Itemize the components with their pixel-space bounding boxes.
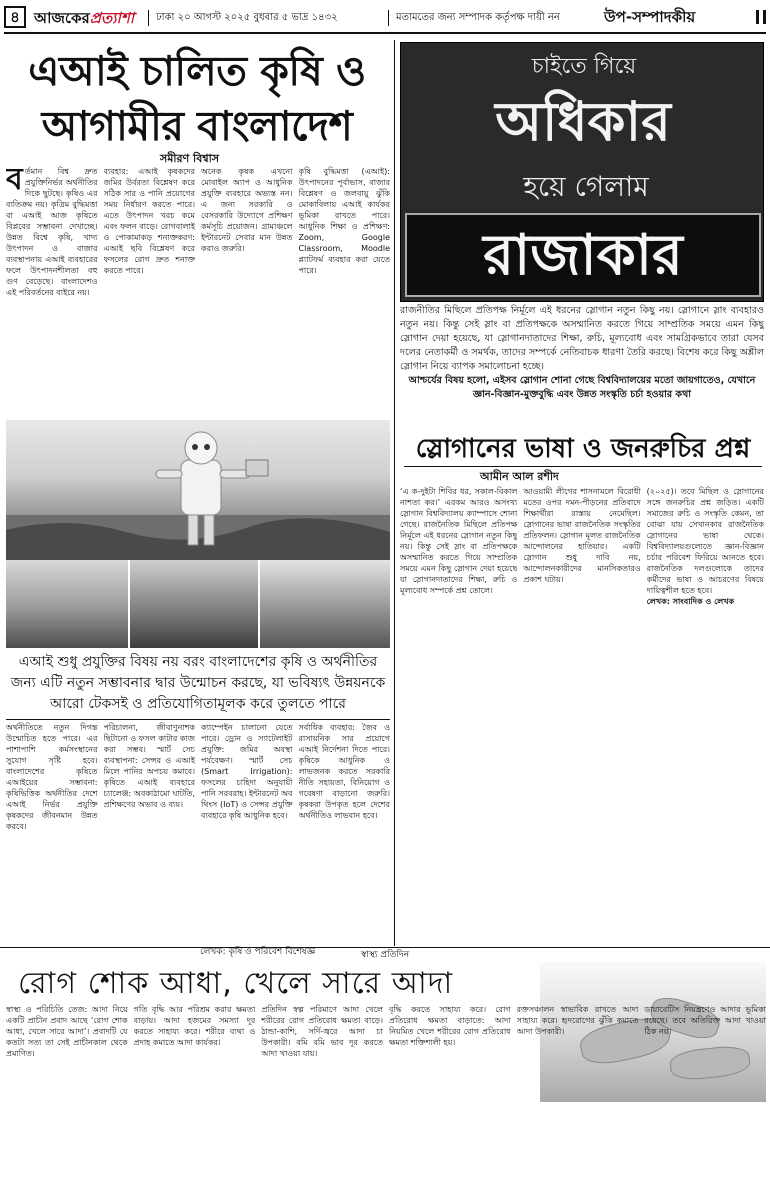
paper-name-plain: আজকের <box>34 9 90 27</box>
second-column <box>647 486 764 948</box>
section-name: উপ-সম্পাদকীয় <box>604 8 696 26</box>
header-divider <box>388 10 389 26</box>
lead-column: ব্যবহার: এআই কৃষকদের জমির উর্বরতা বিশ্লেষণ করে সঠিক সার ও পানি প্রয়োগের সময় নির্ধারণ করতে পারে। এতে উৎপাদন খরচ কমে এবং ফলন বাড়ে। রোগবালাই ও পোকামাকড় শনাক্তকরণ: এআই ছবি বিশ্লেষণ করে ফসলের রোগ দ্রুত শনাক্ত করতে পারে। <box>103 167 195 275</box>
lead-body-top <box>6 166 390 416</box>
lead-column <box>6 166 98 416</box>
health-body <box>6 1004 766 1190</box>
lead-column: সর্বাধিক ব্যবহার: জৈব ও রাসায়নিক সার প্রয়োগে এআই নির্দেশনা দিতে পারে। কৃষিকে আধুনিক ও লাভজনক করতে সরকারি নীতি সহায়তা, বিনিয়োগ ও গবেষণা বাড়ানো জরুরি। কৃষকরা উপকৃত হলে দেশের অর্থনীতিও লাভবান হবে। <box>298 723 390 820</box>
paper-name-accent: প্রত্যাশা <box>89 9 135 27</box>
sign-text-big: অধিকার <box>495 90 671 153</box>
lead-column: ক্যাম্পেইন চালানো যেতে পারে। ড্রোন ও স্যাটেলাইট প্রযুক্তি: জমির অবস্থা পর্যবেক্ষণ। স্মার্ট সেচ (Smart Irrigation): ফসলের চাহিদা অনুযায়ী পানি সরবরাহ। ইন্টারনেট অব থিংস (IoT) ও সেন্সর প্রযুক্তি ব্যবহারে কৃষি আধুনিক হবে। <box>201 723 293 820</box>
lead-headline: এআই চালিত কৃষি ও আগামীর বাংলাদেশ <box>28 47 366 150</box>
column-divider <box>394 40 395 946</box>
photo-caption-text: রাজনীতির মিছিলে প্রতিপক্ষ নির্মূলে এই ধরনের স্লোগান নতুন কিছু নয়। স্লোগানে স্লাং ব্যবহারও নতুন নয়। কিন্তু সেই স্লাং বা প্রতিপক্ষকে অসম্মানিত করতে গিয়ে সাম্প্রতিক সময়ে এমন কিছু স্লোগান দেয়া হয়েছে, যা স্লোগানদাতাদের শিক্ষা, রুচি, মূল্যবোধ এবং সামগ্রিকভাবে তারা যেসব দলের নেতাকর্মী ও সমর্থক, তাদের সম্পর্কে নেতিবাচক ধারণা তৈরি করছে। বিশেষ করে কিছু অশ্লীল স্লোগান নিয়ে ব্যাপক সমালোচনা হচ্ছে। <box>400 305 764 372</box>
section-flag-icon <box>756 10 766 24</box>
lead-column: কৃষি বুদ্ধিমত্তা (এআই): উৎপাদনের পূর্বাভাস, বাজার বিশ্লেষণ ও জলবায়ু ঝুঁকি মোকাবিলায় এআই কার্যকর ভূমিকা রাখতে পারে। আধুনিক শিক্ষা ও প্রশিক্ষণ: Zoom, Google Classroom, Moodle প্ল্যাটফর্ম ব্যবহার করা যেতে পারে। <box>298 167 390 275</box>
health-column: স্বাস্থ্য ও পরিচিতি তেজ: আদা নিয়ে একটি প্রাচীন প্রবাদ আছে ‘রোগ শোক আধা, খেলে সারে আদা’। প্রবাদটি যে কতটা সত্য তা সেই প্রাচীনকাল থেকে প্রমাণিত। <box>6 1005 128 1058</box>
greenhouse-photo <box>6 560 130 648</box>
health-column: গতি বৃদ্ধি আর পরিশ্রম করার ক্ষমতা বাড়ায়। আদা হজমের সমস্যা দূর করতে সাহায্য করে। শরীরে ব্যথা ও প্রদাহ কমাতে আদা কার্যকর। <box>133 1005 256 1047</box>
robot-farm-photo <box>6 420 390 560</box>
lead-column: অর্থনীতিতে নতুন দিগন্ত উন্মোচিত হতে পারে। এর পাশাপাশি কর্মসংস্থানের সুযোগ সৃষ্টি হবে। বাংলাদেশের কৃষিতে এআইয়ের সম্ভাবনা: কৃষিভিত্তিক অর্থনীতির দেশে এআই নির্ভর প্রযুক্তি কৃষকদের জীবনমান উন্নত করবে। <box>6 723 98 831</box>
second-byline: আমীন আল রশীদ <box>480 470 559 483</box>
sign-text-mid: হয়ে গেলাম <box>523 170 649 203</box>
health-column: বৃদ্ধি করতে সাহায্য করে। রোগ প্রতিরোধ ক্ষমতা বাড়াতে: আদা নিয়মিত খেলে শরীরের রোগ প্রতিরোধ ক্ষমতা শক্তিশালী হয়। <box>388 1005 511 1047</box>
robot-illustration <box>6 420 390 560</box>
lead-byline: সমীরণ বিশ্বাস <box>160 152 220 165</box>
sign-text-bottom: রাজাকার <box>405 213 761 297</box>
paper-name <box>34 7 134 32</box>
second-column: আওয়ামী লীগের শাসনামলে বিরোধী মতের ওপর দমন-পীড়নের প্রতিবাদে শিক্ষার্থীরা রাস্তায় নেমেছিল। স্লোগানের ভাষা রাজনৈতিক সংস্কৃতির প্রতিফলন। স্লোগান মূলত রাজনৈতিক আন্দোলনের হাতিয়ার। একটি স্লোগান শুধু দাবি নয়, আন্দোলনকারীদের মানসিকতারও প্রকাশ ঘটায়। <box>523 487 641 584</box>
lead-column: অনেক কৃষক এখনো মোবাইল অ্যাপ ও আধুনিক প্রযুক্তি ব্যবহারে অভ্যস্ত নন। এ জন্য সরকারি ও বেসরকারি উদ্যোগে প্রশিক্ষণ কর্মসূচি প্রয়োজন। গ্রামাঞ্চলে ইন্টারনেট সেবার মান উন্নত করাও জরুরি। <box>201 167 293 253</box>
health-headline: রোগ শোক আধা, খেলে সারে আদা <box>18 966 454 1001</box>
photo-caption-emphasis: আশ্চর্যের বিষয় হলো, এইসব স্লোগান শোনা গেছে বিশ্ববিদ্যালয়ের মতো জায়গাতেও, যেখানে জ্ঞান-বিজ্ঞান-মুক্তবুদ্ধি এবং উন্নত সংস্কৃতি চর্চা হওয়ার কথা <box>408 375 756 400</box>
pull-quote: এআই শুধু প্রযুক্তির বিষয় নয় বরং বাংলাদেশের কৃষি ও অর্থনীতির জন্য এটি নতুন সম্ভাবনার দ্বার উন্মোচন করছে, যা ভবিষ্যৎ উন্নয়নকে আরো টেকসই ও প্রতিযোগিতামূলক করে তুলতে পারে <box>6 652 390 720</box>
page-header <box>4 4 766 34</box>
robot-arm-photo <box>130 560 260 648</box>
health-column: প্রতিদিন স্বল্প পরিমাণে আদা খেলে শরীরের রোগ প্রতিরোধ ক্ষমতা বাড়ে। ঠান্ডা-কাশি, সর্দি-জ্বরে আদা চা উপকারী। বমি বমি ভাব দূর করতে আদা খাওয়া যায়। <box>261 1005 383 1058</box>
second-headline: স্লোগানের ভাষা ও জনরুচির প্রশ্ন <box>404 432 762 467</box>
second-body <box>400 486 764 948</box>
page-number: ৪ <box>4 6 26 28</box>
lead-text: র্তমান বিশ্ব দ্রুত প্রযুক্তিনির্ভর অর্থনীতির দিকে ছুটছে। কৃষিও এর ব্যতিক্রম নয়। কৃত্রিম বুদ্ধিমত্তা বা এআই আজ কৃষিতে বিপ্লবের সম্ভাবনা দেখাচ্ছে। উন্নত বিশ্বে কৃষি, খাদ্য উৎপাদন ও বাজার ব্যবস্থাপনায় এআই ব্যবহারের ফলে উৎপাদনশীলতা বহু গুণ বেড়েছে। বাংলাদেশও এই পরিবর্তনের বাইরে নয়। <box>6 167 98 297</box>
photo-caption <box>400 304 764 402</box>
sign-text-top: চাইতে গিয়ে <box>531 54 637 79</box>
health-column: রক্তসঞ্চালন স্বাভাবিক রাখতে আদা সাহায্য করে। হৃদরোগের ঝুঁকি কমাতে আদা উপকারী। <box>516 1005 639 1036</box>
disclaimer: মতামতের জন্য সম্পাদক কর্তৃপক্ষ দায়ী নন <box>396 12 560 23</box>
lead-body-bottom <box>6 722 390 944</box>
second-text: (২০২৫)। তবে মিছিল ও স্লোগানের সঙ্গে জনরুচির প্রশ্ন জড়িত। একটি সমাজের রুচি ও সংস্কৃতি কেমন, তা বোঝা যায় সেখানকার রাজনৈতিক স্লোগানের ভাষা থেকে। বিশ্ববিদ্যালয়গুলোতে জ্ঞান-বিজ্ঞান চর্চার পরিবেশ ফিরিয়ে আনতে হবে। রাজনৈতিক দলগুলোকে তাদের কর্মীদের ভাষা ও আচরণের বিষয়ে দায়িত্বশীল হতে হবে। <box>646 487 764 595</box>
drone-field-photo <box>260 560 390 648</box>
author-note: লেখক: কৃষি ও পরিবেশ বিশেষজ্ঞ <box>200 947 316 957</box>
second-author-note: লেখক: সাংবাদিক ও লেখক <box>646 597 735 606</box>
date-line: ঢাকা ২০ আগস্ট ২০২৫ বুধবার ৫ ভাদ্র ১৪৩২ <box>156 12 338 23</box>
dropcap: ব <box>6 166 23 197</box>
lead-column: পরিচালনা, জীবাণুনাশক ছিটানো ও ফসল কাটার কাজ করা সম্ভব। স্মার্ট সেচ ব্যবস্থাপনা: সেন্সর ও এআই মিলে পানির অপচয় কমাবে। কৃষিতে এআই ব্যবহারে চ্যালেঞ্জ: অবকাঠামো ঘাটতি, প্রশিক্ষণের অভাব ও ব্যয়। <box>103 723 195 809</box>
health-column: ডায়াবেটিস নিয়ন্ত্রণেও আদার ভূমিকা রয়েছে। তবে অতিরিক্ত আদা খাওয়া ঠিক নয়। <box>644 1005 766 1036</box>
second-column: ‘এ ক-দুইটা শিবির ধর, সকাল-বিকাল নাশতা কর।’ এরকম আরও অসংখ্য স্লোগান বিশ্ববিদ্যালয় ক্যাম্পাসে শোনা গেছে। রাজনৈতিক মিছিলে প্রতিপক্ষ নির্মূলে এই ধরনের স্লোগান নতুন কিছু নয়। কিন্তু সেই স্লাং বা প্রতিপক্ষকে অসম্মানিত করতে গিয়ে সাম্প্রতিক সময়ে এমন কিছু স্লোগান দেয়া হয়েছে যা স্লোগানদাতাদের শিক্ষা, রুচি ও মূল্যবোধ সম্পর্কে প্রশ্ন তোলে। <box>400 487 518 595</box>
header-divider <box>148 10 149 26</box>
protest-sign-photo <box>400 42 764 302</box>
health-section-label: স্বাস্থ্য প্রতিদিন <box>0 947 770 961</box>
